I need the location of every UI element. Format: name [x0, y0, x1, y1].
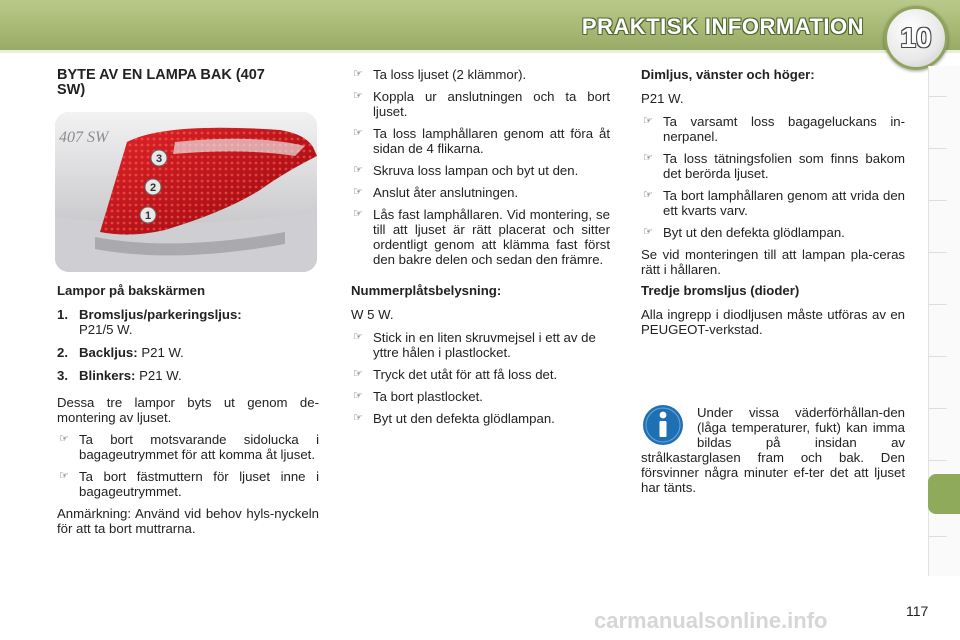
bullet-icon: ☞: [353, 186, 363, 198]
instruction-step: ☞ Ta bort motsvarande sidolucka i bagageutrymmet för att komma åt ljuset.: [59, 432, 319, 462]
taillight-illustration: [55, 112, 317, 272]
model-badge: 407 SW: [59, 129, 109, 146]
bullet-icon: ☞: [643, 115, 653, 127]
instruction-step: ☞ Byt ut den defekta glödlampan.: [643, 225, 845, 240]
instruction-step: ☞ Byt ut den defekta glödlampan.: [353, 411, 555, 426]
lamp-item: 3. Blinkers: P21 W.: [57, 368, 182, 383]
svg-text:3: 3: [155, 153, 163, 165]
svg-text:2: 2: [149, 182, 157, 194]
left-column-body: [57, 283, 319, 545]
lamp-item: 2. Backljus: P21 W.: [57, 345, 184, 360]
header-divider: [0, 50, 960, 53]
bullet-icon: ☞: [353, 90, 363, 102]
note-text: Anmärkning: Använd vid behov hyls-nyckeln för att ta bort muttrarna.: [57, 506, 319, 536]
callout-3: [151, 150, 167, 166]
instruction-step: ☞ Ta bort plastlocket.: [353, 389, 483, 404]
bullet-icon: ☞: [59, 433, 69, 445]
bullet-icon: ☞: [353, 390, 363, 402]
third-brake-section: [641, 283, 905, 346]
instruction-step: ☞ Ta loss ljuset (2 klämmor).: [353, 67, 527, 82]
instruction-step: ☞ Stick in en liten skruvmejsel i ett av de yttre hålen i plastlocket.: [353, 330, 596, 360]
fog-note: Se vid monteringen till att lampan pla-ceras rätt i hållaren.: [641, 247, 905, 277]
bullet-icon: ☞: [353, 368, 363, 380]
plate-value: W 5 W.: [351, 307, 394, 322]
fog-value: P21 W.: [641, 91, 684, 106]
instruction-step: ☞ Koppla ur anslutningen och ta bort ljuset.: [353, 89, 610, 119]
page-title: PRAKTISK INFORMATION: [581, 14, 864, 39]
chapter-badge: [884, 6, 948, 70]
instruction-step: ☞ Ta bort fästmuttern för ljuset inne i bagageutrymmet.: [59, 469, 319, 499]
instruction-step: ☞ Ta loss tätningsfolien som finns bakom det berörda ljuset.: [643, 151, 905, 181]
page-number: 117: [906, 603, 929, 619]
instruction-step: ☞ Lås fast lamphållaren. Vid montering, se till att ljuset är rätt placerat och sitter ordentligt genom att klämma fast först den bakre delen och sedan den främre.: [353, 207, 610, 267]
chapter-tab-active[interactable]: [928, 474, 960, 514]
bullet-icon: ☞: [353, 331, 363, 343]
instruction-step: ☞ Skruva loss lampan och byt ut den.: [353, 163, 579, 178]
bullet-icon: ☞: [353, 127, 363, 139]
left-column: [57, 68, 319, 98]
callout-1: [140, 207, 156, 223]
third-brake-text: Alla ingrepp i diodljusen måste utföras av en PEUGEOT-verkstad.: [641, 307, 905, 337]
plate-light-section: [351, 283, 610, 433]
instruction-step: ☞ Ta varsamt loss bagageluckans in-nerpanel.: [643, 114, 905, 144]
taillight-photo: [55, 112, 317, 272]
fog-heading: Dimljus, vänster och höger:: [641, 67, 815, 82]
lamp-item: 1. Bromsljus/parkeringsljus: P21/5 W.: [57, 307, 242, 337]
bullet-icon: ☞: [353, 68, 363, 80]
watermark: carmanualsonline.info: [594, 608, 828, 633]
info-text: Under vissa väderförhållan-den (låga temperaturer, fukt) kan imma bildas på insidan av strålkastarglasen fram och bak. Den försvinner några minuter ef-ter det att ljuset har tänts.: [641, 405, 905, 495]
bullet-icon: ☞: [643, 226, 653, 238]
subheading-rear-lamps: Lampor på bakskärmen: [57, 283, 206, 298]
instruction-step: ☞ Anslut åter anslutningen.: [353, 185, 519, 200]
bullet-icon: ☞: [353, 412, 363, 424]
right-column: [641, 67, 905, 286]
bullet-icon: ☞: [643, 152, 653, 164]
third-brake-heading: Tredje bromsljus (dioder): [641, 283, 800, 298]
plate-heading: Nummerplåtsbelysning:: [351, 283, 502, 298]
middle-column: [351, 67, 610, 274]
section-heading: BYTE AV EN LAMPA BAK (407 SW): [57, 67, 265, 98]
callout-2: [145, 179, 161, 195]
bullet-icon: ☞: [643, 189, 653, 201]
bullet-icon: ☞: [59, 470, 69, 482]
info-box: [641, 405, 905, 504]
instruction-step: ☞ Ta bort lamphållaren genom att vrida den ett kvarts varv.: [643, 188, 905, 218]
instruction-step: ☞ Ta loss lamphållaren genom att föra åt sidan de 4 flikarna.: [353, 126, 610, 156]
bullet-icon: ☞: [353, 164, 363, 176]
svg-text:1: 1: [144, 210, 152, 222]
instruction-step: ☞ Tryck det utåt för att få loss det.: [353, 367, 558, 382]
chapter-number: 10: [900, 22, 932, 53]
intro-text: Dessa tre lampor byts ut genom de-montering av ljuset.: [57, 395, 319, 425]
bullet-icon: ☞: [353, 208, 363, 220]
